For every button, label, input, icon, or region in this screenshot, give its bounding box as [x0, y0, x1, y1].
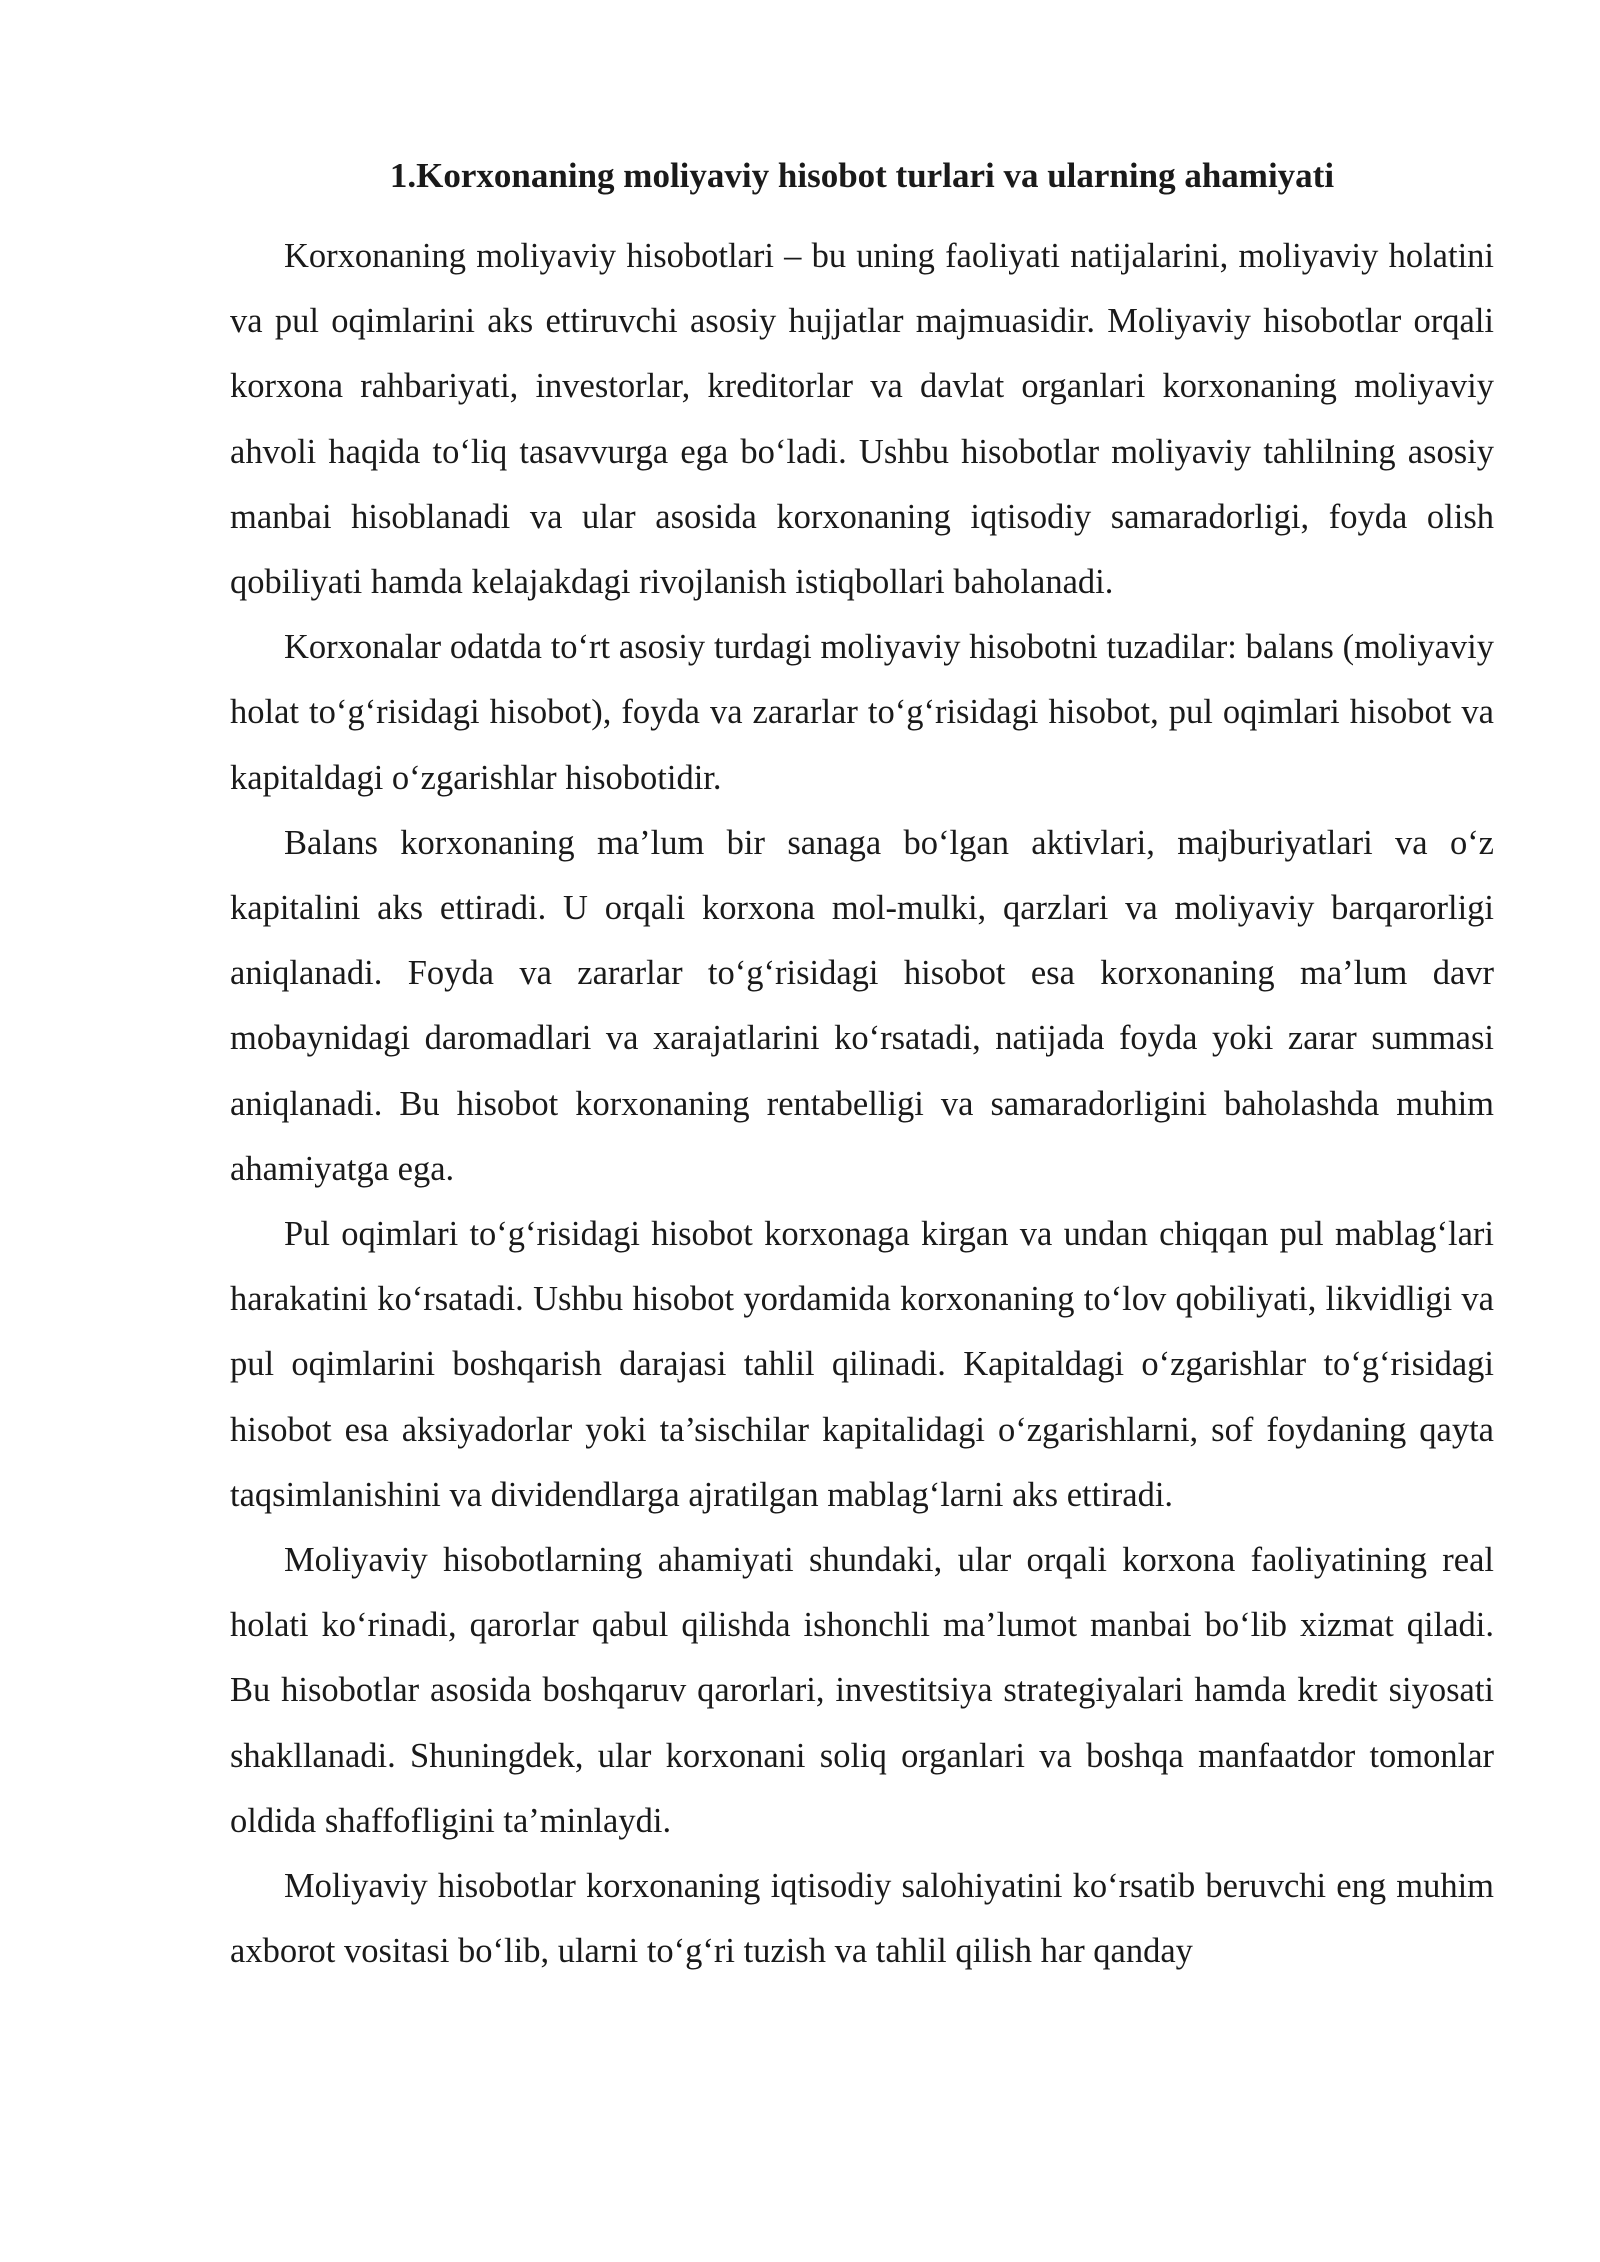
paragraph-cash-flow-and-equity: Pul oqimlari to‘g‘risidagi hisobot korxonaga kirgan va undan chiqqan pul mablag‘lari harakatini ko‘rsatadi. Ushbu hisobot yordamida korxonaning to‘lov qobiliyati, likvidligi va pul oqimlarini boshqarish darajasi tahlil qilinadi. Kapitaldagi o‘zgarishlar to‘g‘risidagi hisobot esa aksiyadorlar yoki ta’sischilar kapitalidagi o‘zgarishlarni, sof foydaning qayta taqsimlanishini va dividendlarga ajratilgan mablag‘larni aks ettiradi.: [230, 1215, 1494, 1514]
paragraph-importance: Moliyaviy hisobotlarning ahamiyati shundaki, ular orqali korxona faoliyatining real holati ko‘rinadi, qarorlar qabul qilishda ishonchli ma’lumot manbai bo‘lib xizmat qiladi. Bu hisobotlar asosida boshqaruv qarorlari, investitsiya strategiyalari hamda kredit siyosati shakllanadi. Shuningdek, ular korxonani soliq organlari va boshqa manfaatdor tomonlar oldida shaffofligini ta’minlaydi.: [230, 1541, 1494, 1840]
paragraph-four-statement-types: Korxonalar odatda to‘rt asosiy turdagi moliyaviy hisobotni tuzadilar: balans (moliyaviy holat to‘g‘risidagi hisobot), foyda va zararlar to‘g‘risidagi hisobot, pul oqimlari hisobot va kapitaldagi o‘zgarishlar hisobotidir.: [230, 628, 1494, 797]
section-heading: 1.Korxonaning moliyaviy hisobot turlari va ularning ahamiyati: [389, 156, 1335, 195]
paragraph-financial-statements-definition: Korxonaning moliyaviy hisobotlari – bu uning faoliyati natijalarini, moliyaviy holatini va pul oqimlarini aks ettiruvchi asosiy hujjatlar majmuasidir. Moliyaviy hisobotlar orqali korxona rahbariyati, investorlar, kreditorlar va davlat organlari korxonaning moliyaviy ahvoli haqida to‘liq tasavvurga ega bo‘ladi. Ushbu hisobotlar moliyaviy tahlilning asosiy manbai hisoblanadi va ular asosida korxonaning iqtisodiy samaradorligi, foyda olish qobiliyati hamda kelajakdagi rivojlanish istiqbollari baholanadi.: [230, 237, 1494, 602]
paragraph-balance-and-profit-loss: Balans korxonaning ma’lum bir sanaga bo‘lgan aktivlari, majburiyatlari va o‘z kapitalini aks ettiradi. U orqali korxona mol-mulki, qarzlari va moliyaviy barqarorligi aniqlanadi. Foyda va zararlar to‘g‘risidagi hisobot esa korxonaning ma’lum davr mobaynidagi daromadlari va xarajatlarini ko‘rsatadi, natijada foyda yoki zarar summasi aniqlanadi. Bu hisobot korxonaning rentabelligi va samaradorligini baholashda muhim ahamiyatga ega.: [230, 823, 1494, 1188]
document-body: [230, 148, 1494, 1984]
paragraph-economic-potential: Moliyaviy hisobotlar korxonaning iqtisodiy salohiyatini ko‘rsatib beruvchi eng muhim axborot vositasi bo‘lib, ularni to‘g‘ri tuzish va tahlil qilish har qanday: [230, 1867, 1494, 1971]
